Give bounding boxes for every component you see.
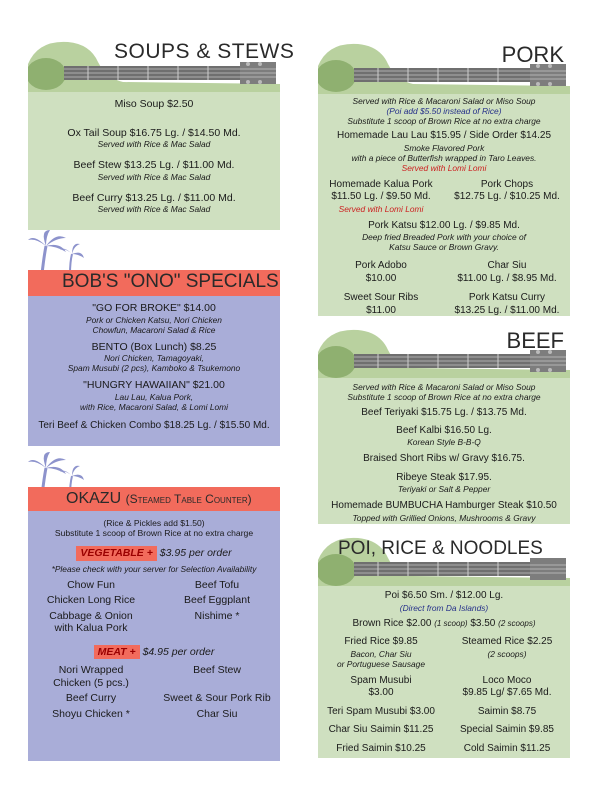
poi-item: Fried Rice $9.85 bbox=[344, 636, 418, 647]
meat-price-row bbox=[28, 645, 280, 660]
poi-item: Char Siu Saimin $11.25 bbox=[328, 724, 434, 735]
special-item: Teri Beef & Chicken Combo $18.25 Lg. / $15.50 Md. bbox=[38, 419, 270, 431]
beef-item: Braised Short Ribs w/ Gravy $16.75. bbox=[363, 453, 525, 464]
brown-rice: Brown Rice $2.00 bbox=[352, 617, 432, 629]
vegetable-price-row bbox=[28, 546, 280, 561]
poi-item: Loco Moco bbox=[482, 674, 532, 686]
okazu-note: (Rice & Pickles add $1.50) bbox=[103, 518, 205, 528]
pork-item: Char Siu bbox=[487, 260, 527, 271]
pork-panel bbox=[318, 94, 570, 316]
pork-note: Katsu Sauce or Brown Gravy. bbox=[389, 242, 499, 252]
pork-price: $12.75 Lg. / $10.25 Md. bbox=[454, 191, 560, 202]
meat-tag: MEAT + bbox=[94, 645, 140, 660]
vegetable-note: *Please check with your server for Selection Availability bbox=[51, 563, 257, 574]
bobs-title: BOB'S "ONO" SPECIALS bbox=[62, 271, 279, 292]
beef-note: Korean Style B-B-Q bbox=[407, 437, 481, 447]
okazu-title: OKAZU bbox=[66, 490, 122, 507]
beef-item: Beef Teriyaki $15.75 Lg. / $13.75 Md. bbox=[361, 407, 527, 418]
soup-note: Served with Rice & Mac Salad bbox=[97, 204, 211, 214]
meat-item: Char Siu bbox=[196, 707, 238, 720]
pork-item: Pork Adobo bbox=[355, 260, 407, 271]
special-note: Lau Lau, Kalua Pork, bbox=[114, 391, 194, 402]
pork-price: $10.00 bbox=[365, 272, 397, 284]
special-note: Spam Musubi (2 pcs), Kamboko & Tsukemono bbox=[67, 363, 241, 373]
poi-item: Fried Saimin $10.25 bbox=[336, 742, 426, 754]
vegetable-tag: VEGETABLE + bbox=[76, 546, 156, 561]
soup-item: Ox Tail Soup $16.75 Lg. / $14.50 Md. bbox=[67, 126, 241, 139]
soup-note: Served with Rice & Mac Salad bbox=[97, 139, 211, 149]
pork-note: Served with Lomi Lomi bbox=[401, 162, 487, 173]
pork-header bbox=[318, 36, 570, 94]
poi-note: Bacon, Char Siu bbox=[350, 648, 412, 659]
beef-note: Teriyaki or Salt & Pepper bbox=[397, 484, 491, 494]
beef-note: Topped with Grillied Onions, Mushrooms & Gravy bbox=[352, 512, 536, 523]
poi-item: Saimin $8.75 bbox=[477, 705, 537, 717]
bobs-panel bbox=[28, 296, 280, 446]
soups-header bbox=[28, 34, 295, 92]
special-note: Nori Chicken, Tamagoyaki, bbox=[104, 353, 204, 363]
brown-rice-note: (2 scoops) bbox=[498, 618, 536, 628]
poi-title: POI, RICE & NOODLES bbox=[338, 538, 543, 559]
poi-header bbox=[318, 530, 570, 586]
vegetable-item: Beef Eggplant bbox=[184, 594, 250, 606]
vegetable-price: $3.95 per order bbox=[159, 547, 232, 559]
pork-price: $11.00 Lg. / $8.95 Md. bbox=[457, 272, 557, 284]
poi-note: (2 scoops) bbox=[487, 648, 527, 659]
poi-note: or Portuguese Sausage bbox=[337, 658, 425, 669]
poi-price: $3.00 bbox=[368, 687, 394, 698]
pork-price: $13.25 Lg. / $11.00 Md. bbox=[454, 304, 560, 316]
meat-price: $4.95 per order bbox=[142, 645, 215, 658]
meat-item: Beef Stew bbox=[193, 664, 241, 676]
poi-item: Spam Musubi bbox=[350, 674, 412, 686]
pork-price: $11.50 Lg. / $9.50 Md. bbox=[331, 191, 431, 202]
pork-item: Homemade Kalua Pork bbox=[329, 178, 433, 190]
meat-item: Nori Wrapped Chicken (5 pcs.) bbox=[53, 664, 129, 689]
pork-intro: (Poi add $5.50 instead of Rice) bbox=[386, 106, 502, 116]
pork-intro: Served with Rice & Macaroni Salad or Miso Soup bbox=[352, 96, 536, 106]
vegetable-item: Cabbage & Onion with Kalua Pork bbox=[49, 609, 133, 634]
pork-note: Smoke Flavored Pork bbox=[403, 142, 485, 153]
poi-item: Cold Saimin $11.25 bbox=[463, 742, 551, 754]
pork-item: Pork Katsu $12.00 Lg. / $9.85 Md. bbox=[368, 219, 520, 231]
poi-item: Teri Spam Musubi $3.00 bbox=[327, 705, 435, 717]
pork-item: Pork Chops bbox=[480, 178, 534, 190]
poi-item: Poi $6.50 Sm. / $12.00 Lg. bbox=[384, 590, 504, 601]
palm-tree-icon bbox=[26, 228, 86, 274]
pork-title: PORK bbox=[501, 42, 564, 67]
beef-intro: Substitute 1 scoop of Brown Rice at no extra charge bbox=[347, 392, 541, 402]
vegetable-item: Chicken Long Rice bbox=[46, 594, 136, 606]
meat-item: Shoyu Chicken * bbox=[52, 707, 130, 720]
poi-item: Steamed Rice $2.25 bbox=[461, 636, 553, 647]
special-item: BENTO (Box Lunch) $8.25 bbox=[91, 340, 217, 353]
pork-note: Served with Lomi Lomi bbox=[338, 203, 424, 214]
soup-item: Miso Soup $2.50 bbox=[114, 98, 194, 110]
meat-item: Sweet & Sour Pork Rib bbox=[163, 692, 271, 704]
poi-note: (Direct from Da Islands) bbox=[399, 602, 489, 613]
soups-panel bbox=[28, 92, 280, 230]
pork-intro: Substitute 1 scoop of Brown Rice at no extra charge bbox=[347, 116, 541, 126]
okazu-title-row bbox=[66, 490, 252, 508]
soups-title: SOUPS & STEWS bbox=[114, 40, 295, 63]
poi-price: $9.85 Lg/ $7.65 Md. bbox=[462, 687, 552, 698]
pork-item: Homemade Lau Lau $15.95 / Side Order $14.25 bbox=[336, 130, 552, 141]
beef-item: Homemade BUMBUCHA Hamburger Steak $10.50 bbox=[331, 500, 557, 511]
soup-note: Served with Rice & Mac Salad bbox=[97, 171, 211, 182]
vegetable-item: Nishime * bbox=[194, 609, 240, 622]
okazu-panel bbox=[28, 511, 280, 761]
beef-panel bbox=[318, 378, 570, 524]
soup-item: Beef Stew $13.25 Lg. / $11.00 Md. bbox=[73, 159, 235, 171]
special-note: Chowfun, Macaroni Salad & Rice bbox=[92, 324, 216, 335]
pork-item: Pork Katsu Curry bbox=[468, 292, 546, 303]
pork-price: $11.00 bbox=[366, 304, 396, 316]
brown-rice-price: $3.50 bbox=[470, 617, 496, 629]
vegetable-item: Beef Tofu bbox=[194, 578, 240, 591]
special-note: Pork or Chicken Katsu, Nori Chicken bbox=[86, 314, 222, 325]
poi-item: Special Saimin $9.85 bbox=[460, 724, 554, 735]
vegetable-item: Chow Fun bbox=[67, 578, 115, 591]
soup-item: Beef Curry $13.25 Lg. / $11.00 Md. bbox=[72, 191, 236, 204]
beef-intro: Served with Rice & Macaroni Salad or Miso Soup bbox=[352, 382, 536, 392]
pork-note: Deep fried Breaded Pork with your choice of bbox=[362, 232, 526, 242]
beef-item: Ribeye Steak $17.95. bbox=[396, 471, 492, 483]
okazu-subtitle: (Steamed Table Counter) bbox=[125, 492, 252, 506]
special-item: "GO FOR BROKE" $14.00 bbox=[92, 302, 216, 314]
special-item: "HUNGRY HAWAIIAN" $21.00 bbox=[83, 379, 225, 391]
poi-panel bbox=[318, 586, 570, 758]
brown-rice-note: (1 scoop) bbox=[434, 618, 468, 628]
okazu-note: Substitute 1 scoop of Brown Rice at no extra charge bbox=[54, 528, 254, 538]
beef-title: BEEF bbox=[506, 328, 564, 353]
meat-item: Beef Curry bbox=[65, 692, 117, 704]
special-note: with Rice, Macaroni Salad, & Lomi Lomi bbox=[79, 401, 229, 412]
brown-rice-row bbox=[318, 618, 570, 631]
pork-item: Sweet Sour Ribs bbox=[343, 292, 419, 303]
beef-header bbox=[318, 322, 570, 378]
beef-item: Beef Kalbi $16.50 Lg. bbox=[396, 424, 492, 436]
pork-note: with a piece of Butterfish wrapped in Taro Leaves. bbox=[351, 152, 537, 163]
